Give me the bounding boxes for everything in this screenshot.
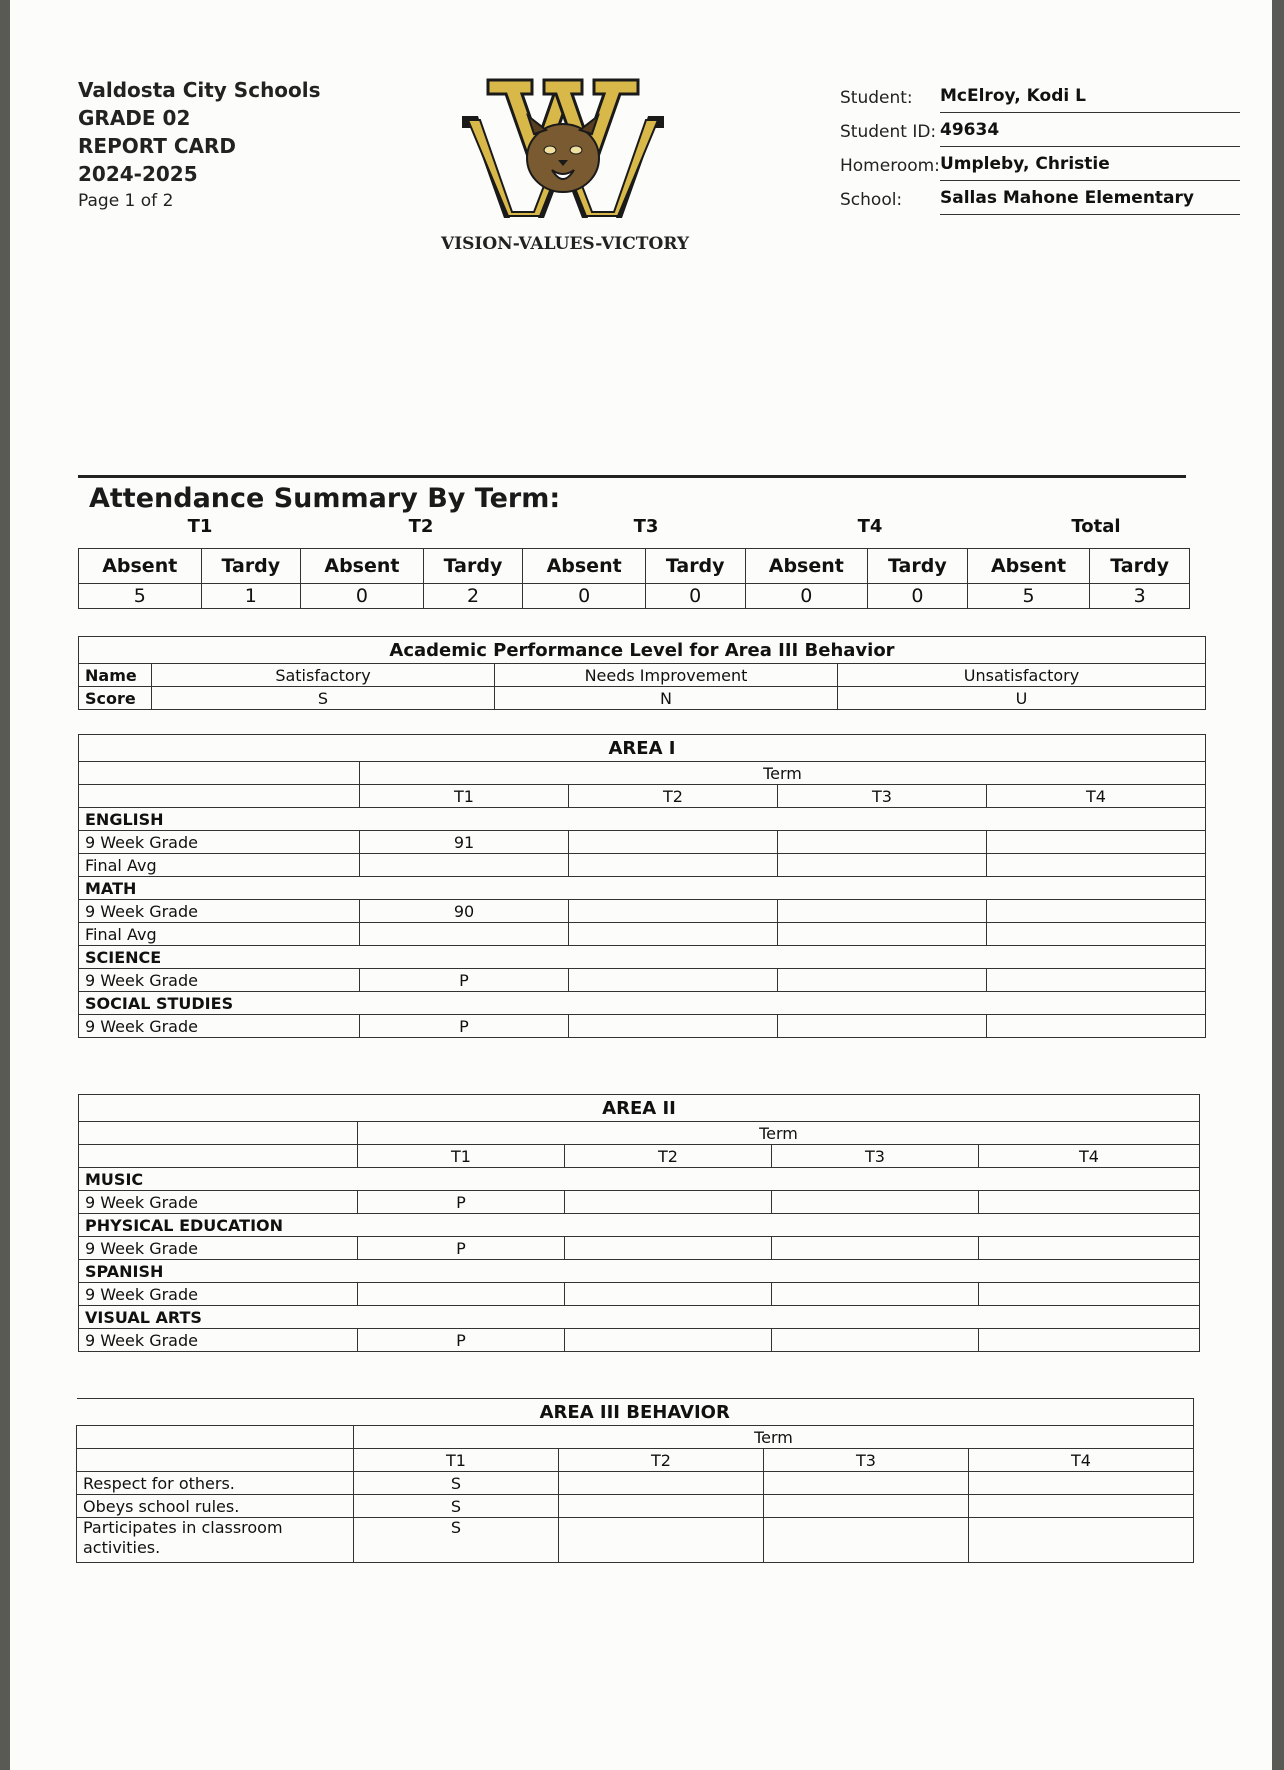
area2-title: AREA II — [79, 1095, 1200, 1122]
table-row — [79, 1191, 1200, 1214]
student-name: McElroy, Kodi L — [940, 86, 1240, 113]
student-label: Student: — [840, 88, 913, 108]
t2-absent: 0 — [301, 584, 424, 609]
term-t2: T2 — [569, 785, 778, 808]
subject-social-studies: SOCIAL STUDIES — [79, 992, 1206, 1015]
homeroom-row — [840, 152, 1240, 186]
student-info — [840, 84, 1240, 220]
attendance-term-headers — [78, 516, 1190, 544]
performance-name-row — [79, 664, 1206, 687]
table-row — [79, 854, 1206, 877]
grade-level: GRADE 02 — [78, 106, 191, 130]
behavior-label: Participates in classroom activities. — [77, 1518, 354, 1563]
attendance-table — [78, 548, 1190, 609]
score-n: N — [495, 687, 838, 710]
table-row — [77, 1495, 1194, 1518]
document-type: REPORT CARD — [78, 134, 236, 158]
school-label: School: — [840, 190, 903, 210]
table-row — [79, 923, 1206, 946]
grade-cell — [358, 1283, 565, 1306]
tardy-header: Tardy — [645, 549, 745, 584]
header-block — [78, 76, 321, 214]
attendance-term-t3: T3 — [633, 516, 659, 537]
table-row — [79, 1329, 1200, 1352]
term-t4: T4 — [969, 1449, 1194, 1472]
subject-english: ENGLISH — [79, 808, 1206, 831]
table-row — [77, 1472, 1194, 1495]
table-row — [79, 831, 1206, 854]
term-t1: T1 — [354, 1449, 559, 1472]
row-label: Final Avg — [79, 854, 360, 877]
subject-music: MUSIC — [79, 1168, 1200, 1191]
subject-physical-education: PHYSICAL EDUCATION — [79, 1214, 1200, 1237]
row-label: 9 Week Grade — [79, 1015, 360, 1038]
score-label: Score — [79, 687, 152, 710]
attendance-header-row — [79, 549, 1190, 584]
homeroom-teacher: Umpleby, Christie — [940, 154, 1240, 181]
table-row — [79, 1015, 1206, 1038]
behavior-label: Obeys school rules. — [77, 1495, 354, 1518]
behavior-score: S — [354, 1472, 559, 1495]
behavior-score: S — [354, 1518, 559, 1563]
row-label: 9 Week Grade — [79, 1237, 358, 1260]
absent-header: Absent — [967, 549, 1090, 584]
name-label: Name — [79, 664, 152, 687]
behavior-label: Respect for others. — [77, 1472, 354, 1495]
absent-header: Absent — [79, 549, 202, 584]
page-number: Page 1 of 2 — [78, 191, 174, 211]
level-needs-improvement: Needs Improvement — [495, 664, 838, 687]
subject-spanish: SPANISH — [79, 1260, 1200, 1283]
grade-cell: P — [358, 1329, 565, 1352]
subject-science: SCIENCE — [79, 946, 1206, 969]
score-s: S — [152, 687, 495, 710]
behavior-score: S — [354, 1495, 559, 1518]
t1-absent: 5 — [79, 584, 202, 609]
total-tardy: 3 — [1090, 584, 1190, 609]
t3-tardy: 0 — [645, 584, 745, 609]
grade-cell: P — [358, 1237, 565, 1260]
school-motto: VISION-VALUES-VICTORY — [441, 234, 689, 254]
homeroom-label: Homeroom: — [840, 156, 940, 176]
tardy-header: Tardy — [423, 549, 523, 584]
row-label: 9 Week Grade — [79, 831, 360, 854]
table-row — [79, 900, 1206, 923]
school-year: 2024-2025 — [78, 162, 198, 186]
term-t1: T1 — [358, 1145, 565, 1168]
attendance-term-total: Total — [1071, 516, 1121, 537]
attendance-title: Attendance Summary By Term: — [89, 483, 561, 514]
tardy-header: Tardy — [1090, 549, 1190, 584]
tardy-header: Tardy — [201, 549, 301, 584]
total-absent: 5 — [967, 584, 1090, 609]
area1-title: AREA I — [79, 735, 1206, 762]
term-label: Term — [354, 1426, 1194, 1449]
tardy-header: Tardy — [868, 549, 968, 584]
t4-tardy: 0 — [868, 584, 968, 609]
level-satisfactory: Satisfactory — [152, 664, 495, 687]
row-label: 9 Week Grade — [79, 900, 360, 923]
level-unsatisfactory: Unsatisfactory — [838, 664, 1206, 687]
grade-cell: P — [358, 1191, 565, 1214]
row-label: 9 Week Grade — [79, 1191, 358, 1214]
performance-score-row — [79, 687, 1206, 710]
row-label: Final Avg — [79, 923, 360, 946]
term-t3: T3 — [764, 1449, 969, 1472]
student-id: 49634 — [940, 120, 1240, 147]
grade-cell: P — [360, 969, 569, 992]
term-t3: T3 — [772, 1145, 979, 1168]
performance-level-table — [78, 636, 1206, 710]
area1-table — [78, 734, 1206, 1038]
absent-header: Absent — [301, 549, 424, 584]
row-label: 9 Week Grade — [79, 1283, 358, 1306]
student-id-label: Student ID: — [840, 122, 937, 142]
district-name: Valdosta City Schools — [78, 78, 321, 102]
attendance-term-t2: T2 — [408, 516, 434, 537]
table-row — [77, 1518, 1194, 1563]
subject-math: MATH — [79, 877, 1206, 900]
t4-absent: 0 — [745, 584, 868, 609]
student-id-row — [840, 118, 1240, 152]
absent-header: Absent — [745, 549, 868, 584]
absent-header: Absent — [523, 549, 646, 584]
school-name: Sallas Mahone Elementary — [940, 188, 1240, 215]
report-card-page — [10, 0, 1272, 1770]
grade-cell: 91 — [360, 831, 569, 854]
term-t4: T4 — [987, 785, 1206, 808]
term-t1: T1 — [360, 785, 569, 808]
wildcat-w-logo — [458, 78, 668, 223]
term-label: Term — [360, 762, 1206, 785]
grade-cell: 90 — [360, 900, 569, 923]
school-row — [840, 186, 1240, 220]
grade-cell: P — [360, 1015, 569, 1038]
row-label: 9 Week Grade — [79, 969, 360, 992]
term-t2: T2 — [565, 1145, 772, 1168]
performance-title: Academic Performance Level for Area III Behavior — [79, 637, 1206, 664]
score-u: U — [838, 687, 1206, 710]
term-label: Term — [358, 1122, 1200, 1145]
area3-title: AREA III BEHAVIOR — [77, 1399, 1194, 1426]
t3-absent: 0 — [523, 584, 646, 609]
row-label: 9 Week Grade — [79, 1329, 358, 1352]
subject-visual-arts: VISUAL ARTS — [79, 1306, 1200, 1329]
table-row — [79, 1237, 1200, 1260]
table-row — [79, 1283, 1200, 1306]
t2-tardy: 2 — [423, 584, 523, 609]
area2-table — [78, 1094, 1200, 1352]
attendance-term-t1: T1 — [187, 516, 213, 537]
t1-tardy: 1 — [201, 584, 301, 609]
attendance-values-row — [79, 584, 1190, 609]
section-divider — [78, 475, 1186, 478]
term-t4: T4 — [979, 1145, 1200, 1168]
term-t3: T3 — [778, 785, 987, 808]
term-t2: T2 — [559, 1449, 764, 1472]
table-row — [79, 969, 1206, 992]
area3-table — [76, 1398, 1194, 1563]
student-row — [840, 84, 1240, 118]
attendance-term-t4: T4 — [857, 516, 883, 537]
